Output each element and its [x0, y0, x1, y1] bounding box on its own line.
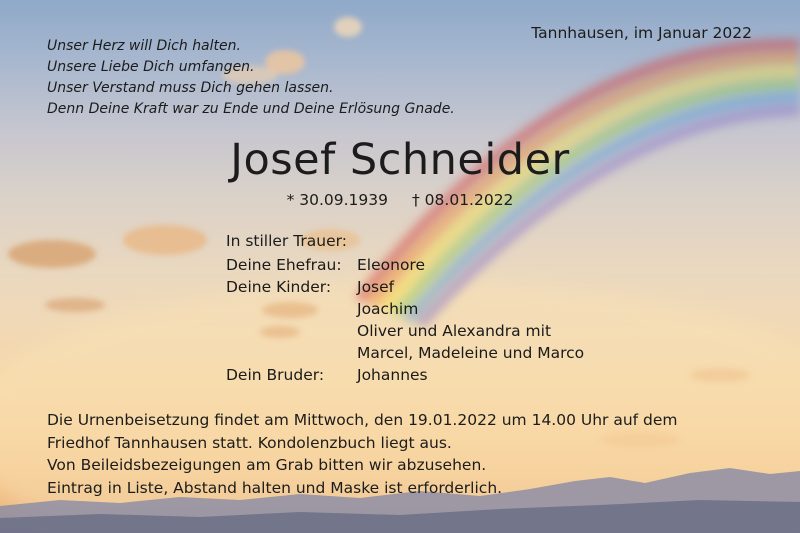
mourner-row — [226, 300, 418, 318]
relation-label: Deine Ehefrau: — [226, 256, 342, 274]
birth-date: * 30.09.1939 — [286, 191, 388, 209]
mourner-name: Oliver und Alexandra mit — [357, 322, 552, 340]
verse-line: Denn Deine Kraft war zu Ende und Deine Erlösung Gnade. — [47, 101, 455, 117]
verse-poem — [47, 36, 455, 120]
verse-line: Unsere Liebe Dich umfangen. — [47, 59, 255, 75]
announcement-line: Friedhof Tannhausen statt. Kondolenzbuch liegt aus. — [47, 433, 452, 452]
mourners-heading: In stiller Trauer: — [226, 232, 347, 250]
mourner-name: Joachim — [357, 300, 419, 318]
mourner-row — [226, 366, 428, 384]
announcement-line: Die Urnenbeisetzung findet am Mittwoch, den 19.01.2022 um 14.00 Uhr auf dem — [47, 411, 678, 429]
mourner-name: Josef — [357, 278, 395, 296]
life-dates — [0, 191, 800, 209]
mourner-row — [226, 256, 425, 274]
relation-label: Deine Kinder: — [226, 278, 332, 296]
death-date: † 08.01.2022 — [412, 191, 514, 209]
funeral-announcement — [47, 409, 678, 499]
announcement-line: Von Beileidsbezeigungen am Grab bitten wir abzusehen. — [47, 456, 487, 474]
place-and-date: Tannhausen, im Januar 2022 — [531, 24, 752, 42]
verse-line: Unser Herz will Dich halten. — [47, 38, 241, 54]
deceased-name: Josef Schneider — [230, 135, 570, 185]
mourner-row — [226, 344, 584, 362]
mourner-name: Johannes — [357, 366, 428, 384]
mourner-name: Marcel, Madeleine und Marco — [357, 344, 585, 362]
mourner-row — [226, 278, 394, 296]
mourner-name: Eleonore — [357, 256, 425, 274]
verse-line: Unser Verstand muss Dich gehen lassen. — [47, 80, 334, 96]
mourner-row — [226, 322, 551, 340]
announcement-line: Eintrag in Liste, Abstand halten und Maske ist erforderlich. — [47, 478, 503, 497]
relation-label: Dein Bruder: — [226, 366, 325, 384]
